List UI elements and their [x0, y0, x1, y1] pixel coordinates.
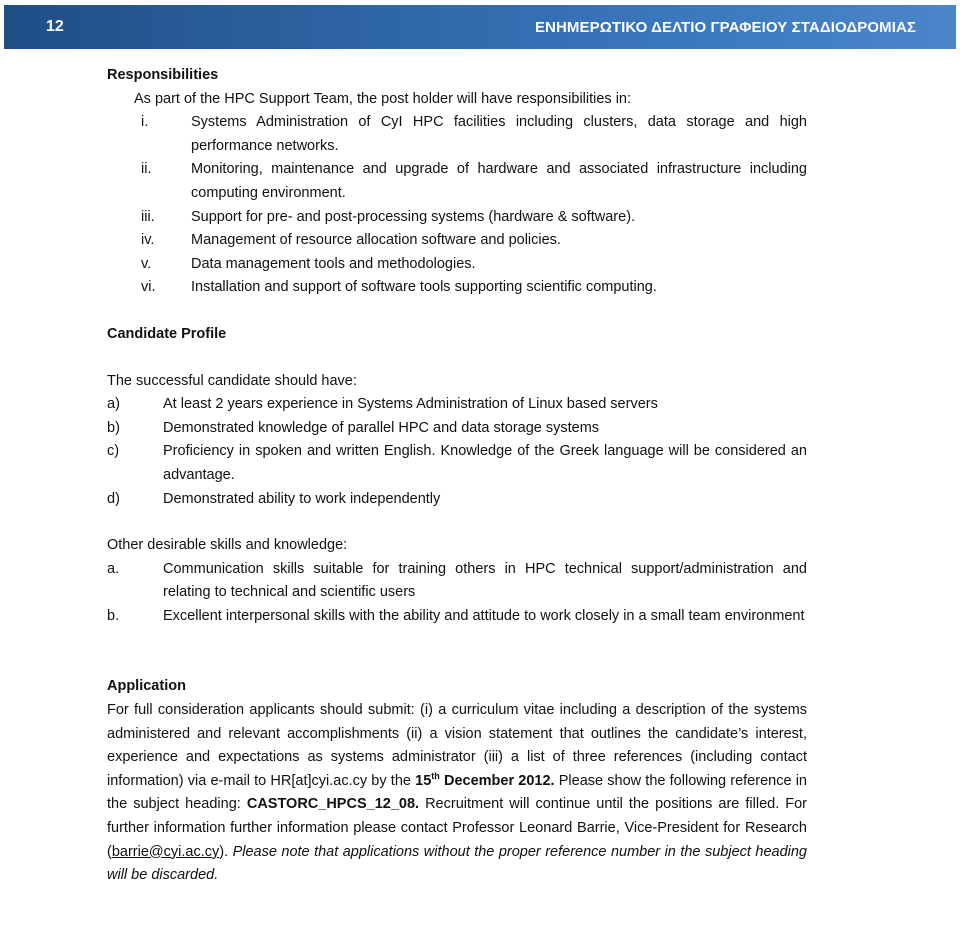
list-marker: i. [141, 114, 149, 131]
list-marker: iv. [141, 232, 155, 249]
application-text: For full consideration applicants should submit: (i) a curriculum vitae including a description of the systems administered and relevant accomplishments (ii) a vision statement that outlines the candidate’s interest, experience and expectations as systems administrator (iii) a list of three references (including contact information) via e-mail to HR[at]cyi.ac.cy by the [107, 702, 807, 789]
list-marker: a) [107, 396, 120, 413]
other-skills-intro: Other desirable skills and knowledge: [107, 537, 348, 554]
deadline-suffix: th [431, 771, 440, 782]
document-body [107, 64, 807, 888]
list-text: Systems Administration of CyI HPC facilities including clusters, data storage and high performance networks. [191, 114, 807, 154]
application-text: ). [219, 843, 229, 860]
list-marker: vi. [141, 279, 156, 296]
list-marker: a. [107, 560, 120, 577]
application-text: Recruitment will continue until the positions are filled. For further information further information please contact Professor Leonard Barrie, Vice-President for Research ( [107, 796, 808, 860]
list-item [107, 417, 807, 441]
page-header [4, 5, 956, 49]
list-marker: v. [141, 255, 152, 272]
application-heading: Application [107, 678, 186, 695]
list-text: At least 2 years experience in Systems Administration of Linux based servers [163, 396, 658, 413]
list-text: Demonstrated knowledge of parallel HPC and data storage systems [163, 419, 600, 436]
list-marker: ii. [141, 161, 152, 178]
other-skills-list [107, 558, 807, 629]
list-marker: b) [107, 419, 120, 436]
discard-note: Please note that applications without the proper reference number in the subject heading will be discarded. [107, 843, 807, 884]
list-item [107, 393, 807, 417]
list-text: Proficiency in spoken and written English. Knowledge of the Greek language will be considered an advantage. [163, 443, 807, 483]
list-item [107, 440, 807, 487]
list-marker: b. [107, 607, 120, 624]
candidate-intro: The successful candidate should have: [107, 372, 357, 389]
list-text: Installation and support of software tools supporting scientific computing. [191, 279, 657, 296]
list-item [107, 253, 807, 277]
responsibilities-heading: Responsibilities [107, 67, 219, 83]
list-text: Demonstrated ability to work independently [163, 490, 441, 507]
responsibilities-list [107, 111, 807, 300]
header-title: ΕΝΗΜΕΡΩΤΙΚΟ ΔΕΛΤΙΟ ΓΡΑΦΕΙΟΥ ΣΤΑΔΙΟΔΡΟΜΙΑΣ [534, 18, 916, 36]
list-item [107, 229, 807, 253]
list-item [107, 488, 807, 512]
list-item [107, 206, 807, 230]
list-item [107, 558, 807, 605]
contact-email-link[interactable]: barrie@cyi.ac.cy [111, 843, 220, 860]
list-item [107, 111, 807, 158]
list-text: Support for pre- and post-processing systems (hardware & software). [191, 208, 636, 225]
list-marker: d) [107, 490, 120, 507]
list-item [107, 605, 807, 629]
list-item [107, 276, 807, 300]
deadline [415, 773, 554, 789]
list-text: Data management tools and methodologies. [191, 255, 476, 272]
list-text: Excellent interpersonal skills with the ability and attitude to work closely in a small team environment [163, 607, 805, 624]
deadline-month-year: December 2012. [439, 772, 555, 789]
reference-code: CASTORC_HPCS_12_08. [246, 796, 420, 813]
list-text: Management of resource allocation software and policies. [191, 232, 561, 249]
application-text: Please show the following reference in the subject heading: [107, 772, 807, 813]
list-text: Monitoring, maintenance and upgrade of hardware and associated infrastructure including computing environment. [191, 161, 807, 201]
list-marker: c) [107, 443, 120, 460]
deadline-day: 15 [415, 772, 432, 789]
candidate-requirements-list [107, 393, 807, 511]
page-number: 12 [46, 18, 64, 35]
list-item [107, 158, 807, 205]
application-paragraph [107, 699, 807, 888]
list-text: Communication skills suitable for training others in HPC technical support/administration and relating to technical and scientific users [163, 560, 807, 601]
candidate-profile-heading: Candidate Profile [107, 325, 227, 342]
list-marker: iii. [141, 208, 155, 225]
responsibilities-intro: As part of the HPC Support Team, the post holder will have responsibilities in: [134, 90, 632, 107]
